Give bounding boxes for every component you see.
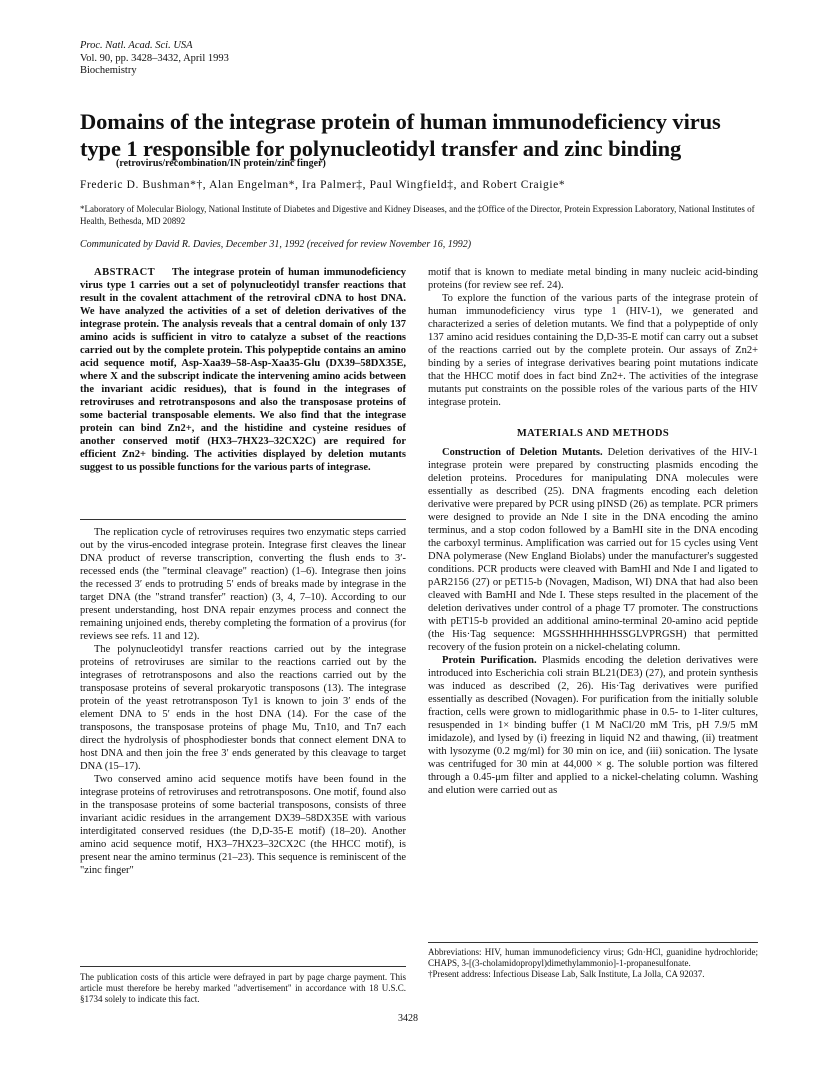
right-column-body (428, 266, 758, 797)
author-list: Frederic D. Bushman*†, Alan Engelman*, Ira Palmer‡, Paul Wingfield‡, and Robert Craigie* (80, 179, 566, 191)
abstract-divider (80, 519, 406, 520)
page-number: 3428 (398, 1013, 418, 1024)
abstract (80, 266, 406, 474)
affiliations: *Laboratory of Molecular Biology, National Institute of Diabetes and Digestive and Kidney Diseases, and the ‡Office of the Director, Protein Expression Laboratory, National Institutes of Health, Bethesda, MD 20892 (80, 204, 755, 226)
footnote-divider-right (428, 942, 758, 943)
abstract-label: ABSTRACT (94, 267, 156, 278)
right-paragraph-2: To explore the function of the various parts of the integrase protein of human immunodeficiency virus type 1 (HIV-1), we generated and characterized a series of deletion mutants. We find that a polypeptide of only 137 amino acid residues containing the D,D-35-E motif can carry out a subset of the reactions carried out by the complete protein. Our assays of Zn2+ binding by a series of integrase derivatives bearing point mutations indicate that the HHCC motif does in fact bind Zn2+. The activities of the integrase mutants put constraints on the possible roles of the various parts of the HIV integrase protein. (428, 293, 758, 408)
journal-header (80, 40, 229, 78)
present-address-footnote: †Present address: Infectious Disease Lab, Salk Institute, La Jolla, CA 92037. (428, 969, 705, 979)
section-heading: MATERIALS AND METHODS (516, 428, 670, 439)
journal-volume: Vol. 90, pp. 3428–3432, April 1993 (80, 52, 229, 64)
journal-section: Biochemistry (80, 65, 137, 76)
intro-body (80, 526, 406, 877)
right-footnotes (428, 947, 758, 980)
keywords: (retrovirus/recombination/IN protein/zinc finger) (116, 158, 326, 169)
abstract-text: The integrase protein of human immunodeficiency virus type 1 carries out a set of polynucleotidyl transfer reactions that result in the covalent attachment of the retroviral cDNA to host DNA. We have analyzed the activities of a set of deletion derivatives of the integrase protein. The analysis reveals that a central domain of only 137 amino acids is sufficient in vitro to catalyze a subset of the reactions carried out by the complete protein. This polypeptide contains an amino acid sequence motif, Asp-Xaa39–58-Asp-Xaa35-Glu (DX39–58DX35E, where X and the subscript indicate the intervening amino acids between the invariant acidic residues), that is found in the integrases of retroviruses and retrotransposons and also the transposase proteins of some bacterial transposable elements. We also find that the integrase protein can bind Zn2+, and the histidine and cysteine residues of another conserved motif (HX3–7HX23–32CX2C) are required for efficient Zn2+ binding. The activities displayed by deletion mutants suggest to us possible functions for the various parts of integrase. (80, 267, 406, 473)
right-paragraph-1: motif that is known to mediate metal binding in many nucleic acid-binding proteins (for review see ref. 24). (428, 267, 758, 291)
article-title: Domains of the integrase protein of human immunodeficiency virus type 1 responsible for polynucleotidyl transfer and zinc binding (80, 109, 721, 161)
abbreviations-footnote: Abbreviations: HIV, human immunodeficiency virus; Gdn·HCl, guanidine hydrochloride; CHAPS, 3-[(3-cholamidopropyl)dimethylammonio]-1-propanesulfonate. (428, 947, 758, 968)
intro-paragraph-2: The polynucleotidyl transfer reactions carried out by the integrase proteins of retroviruses are similar to the reactions carried out by the integrases of retrotransposons and also the reactions carried out by the transposase proteins of several prokaryotic transposons (13). The integrase protein of the yeast retrotransposon Ty1 is known to join 3′ ends of the element DNA to 5′ ends in the host DNA (14). For the case of the transposons, the transposase proteins of phage Mu, Tn10, and Tn7 each direct the hydrolysis of phosphodiester bonds that connect element DNA to host DNA and then join the free 3′ ends generated by this cleavage to target DNA (15–17). (80, 644, 406, 772)
footnote-divider-left (80, 966, 406, 967)
subsection-title-purification: Protein Purification. (442, 655, 537, 666)
publication-cost-footnote: The publication costs of this article were defrayed in part by page charge payment. This article must therefore be hereby marked "advertisement" in accordance with 18 U.S.C. §1734 solely to indicate this fact. (80, 972, 406, 1004)
subsection-text-deletion: Deletion derivatives of the HIV-1 integrase protein were prepared by constructing plasmids encoding the deletion proteins. Procedures for manipulating DNA molecules were essentially as described (25). DNA fragments encoding each deletion derivative were prepared by PCR using pINSD (26) as template. PCR primers were designed to provide an Nde I site in the DNA encoding the amino terminus, and a stop codon followed by a BamHI site in the DNA encoding the carboxyl terminus. Amplification was carried out for 15 cycles using Vent DNA polymerase (New England Biolabs) under the manufacturer's suggested conditions. PCR products were cleaved with BamHI and Nde I and ligated to pAR2156 (27) or pET15-b (Novagen, Madison, WI) DNA that had also been cleaved with BamHI and Nde I. These steps resulted in the placement of the deletion derivatives under control of a phage T7 promoter. The constructions with pET15-b provided an additional amino-terminal 20-amino acid peptide (the His·Tag sequence: MGSSHHHHHHSSGLVPRGSH) that permitted recovery of the fusion protein on a nickel-chelating column. (428, 447, 758, 653)
subsection-title-deletion: Construction of Deletion Mutants. (442, 447, 603, 458)
intro-paragraph-1: The replication cycle of retroviruses requires two enzymatic steps carried out by the virus-encoded integrase protein. Integrase first cleaves the linear DNA product of reverse transcription, converting the flush ends to 3′-recessed ends (the "terminal cleavage" reaction) (1–6). Integrase then joins the recessed 3′ ends to protruding 5′ ends of breaks made by integrase in the target DNA (the "strand transfer" reaction) (3, 4, 7–10). According to our present understanding, host DNA repair enzymes process and connect the remaining unjoined ends, thereby completing the formation of a provirus (for reviews see refs. 11 and 12). (80, 527, 406, 642)
journal-citation: Proc. Natl. Acad. Sci. USA (80, 40, 193, 51)
subsection-text-purification: Plasmids encoding the deletion derivatives were introduced into Escherichia coli strain BL21(DE3) (27), and protein synthesis was induced as described (2, 26). His·Tag derivatives were purified essentially as described (Novagen). For purification from the initially soluble fraction, cells were grown to midlogarithmic phase in 0.5- to 1-liter cultures, resuspended in 1× binding buffer (1 M NaCl/20 mM Tris, pH 7.9/5 mM imidazole), and lysed by (i) freezing in liquid N2 and thawing, (ii) treatment with lysozyme (0.2 mg/ml) for 30 min on ice, and (iii) sonication. The lysate was centrifuged for 30 min at 44,000 × g. The soluble portion was filtered through a 0.45-μm filter and applied to a nickel-chelating column. Washing and elution were carried out as (428, 655, 758, 796)
intro-paragraph-3: Two conserved amino acid sequence motifs have been found in the integrase proteins of retroviruses and retrotransposons. One motif, found also in the transposase proteins of some bacterial transposons, consists of three invariant acidic residues in the arrangement DX39–58DX35E with various interdigitated conserved residues (the D,D-35-E motif) (18–20). Another amino acid sequence motif, HX3–7HX23–32CX2C (the HHCC motif), is present near the amino terminus (21–23). This sequence is reminiscent of the "zinc finger" (80, 774, 406, 876)
communicated-line: Communicated by David R. Davies, December 31, 1992 (received for review November 16, 1992) (80, 239, 472, 250)
